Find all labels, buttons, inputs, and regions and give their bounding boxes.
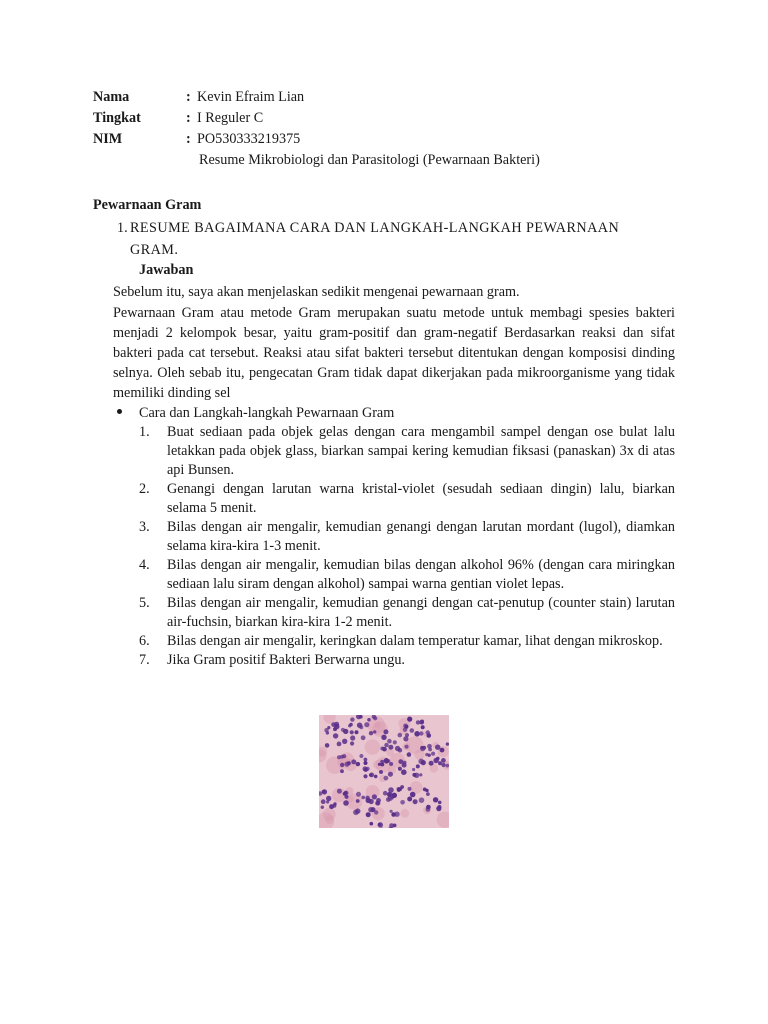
bacterium-cell bbox=[369, 773, 374, 778]
body-paragraph: Pewarnaan Gram atau metode Gram merupakan suatu metode untuk membagi spesies bakteri menjadi 2 kelompok besar, yaitu gram-positif dan gram-negatif Berdasarkan reaksi dan sifat bakteri pada cat tersebut. Reaksi atau sifat bakteri tersebut ditentukan dengan komposisi dinding selnya. Oleh sebab itu, pengecatan Gram tidak dapat dikerjakan pada mikroorganisme yang tidak memiliki dinding sel bbox=[113, 305, 675, 401]
bacterium-cell bbox=[416, 764, 420, 768]
step-text: Bilas dengan air mengalir, kemudian bilas dengan alkohol 96% (dengan cara miringkan sediaan lalu siram dengan alkohol) sampai warna gentian violet lepas. bbox=[167, 557, 675, 592]
step-number: 5. bbox=[139, 595, 150, 611]
question-line-2 bbox=[117, 239, 677, 261]
bacterium-cell bbox=[384, 743, 388, 747]
bacterium-cell bbox=[441, 763, 445, 767]
bacterium-cell bbox=[393, 740, 397, 744]
bacterium-cell bbox=[398, 748, 403, 753]
bacterium-cell bbox=[389, 762, 393, 766]
bacterium-cell bbox=[407, 717, 412, 722]
bacterium-cell bbox=[366, 812, 371, 817]
bacterium-cell bbox=[400, 800, 405, 805]
bacterium-cell bbox=[412, 768, 415, 771]
bacterium-cell bbox=[420, 746, 425, 751]
identity-label: NIM bbox=[93, 131, 123, 147]
bacterium-cell bbox=[427, 744, 432, 749]
bacterium-cell bbox=[373, 730, 376, 733]
identity-value: I Reguler C bbox=[197, 110, 264, 126]
bacterium-cell bbox=[374, 775, 378, 779]
step-text: Bilas dengan air mengalir, keringkan dalam temperatur kamar, lihat dengan mikroskop. bbox=[167, 633, 663, 649]
bacterium-cell bbox=[347, 761, 351, 765]
bacterium-cell bbox=[403, 728, 407, 732]
bullet-item bbox=[113, 403, 675, 424]
bacterium-cell bbox=[359, 725, 363, 729]
bacterium-cell bbox=[364, 758, 368, 762]
background-smudge bbox=[325, 815, 334, 824]
identity-row-level bbox=[93, 108, 693, 129]
identity-colon: : bbox=[186, 110, 191, 126]
bacterium-cell bbox=[427, 733, 432, 738]
bacterium-cell bbox=[421, 725, 425, 729]
step-text: Genangi dengan larutan warna kristal-violet (sesudah sediaan dingin) lalu, biarkan selama 5 menit. bbox=[167, 481, 675, 516]
background-smudge bbox=[406, 736, 423, 753]
bacterium-cell bbox=[342, 739, 347, 744]
background-smudge bbox=[372, 721, 388, 737]
step-number: 7. bbox=[139, 652, 150, 668]
step-number: 4. bbox=[139, 557, 150, 573]
identity-label: Tingkat bbox=[93, 110, 141, 126]
bacterium-cell bbox=[381, 735, 386, 740]
bacterium-cell bbox=[438, 801, 442, 805]
bacterium-cell bbox=[419, 797, 425, 803]
bacterium-cell bbox=[433, 797, 438, 802]
bacterium-cell bbox=[388, 772, 393, 777]
bacterium-cell bbox=[408, 787, 412, 791]
bacterium-cell bbox=[426, 792, 430, 796]
list-item bbox=[139, 518, 675, 556]
bacterium-cell bbox=[344, 791, 349, 796]
step-text: Jika Gram positif Bakteri Berwarna ungu. bbox=[167, 652, 405, 668]
bacterium-cell bbox=[379, 770, 383, 774]
bacterium-cell bbox=[421, 760, 426, 765]
bacterium-cell bbox=[340, 769, 344, 773]
question-number: 1. bbox=[117, 220, 128, 236]
bacterium-cell bbox=[366, 767, 370, 771]
document-title: Resume Mikrobiologi dan Parasitologi (Pewarnaan Bakteri) bbox=[199, 152, 540, 168]
bacterium-cell bbox=[403, 736, 408, 741]
bacterium-cell bbox=[446, 742, 449, 745]
bacterium-cell bbox=[351, 759, 356, 764]
bacterium-cell bbox=[343, 800, 349, 806]
bacterium-cell bbox=[398, 759, 403, 764]
bacterium-cell bbox=[414, 731, 420, 737]
list-item bbox=[139, 556, 675, 594]
identity-value: PO530333219375 bbox=[197, 131, 301, 147]
bacterium-cell bbox=[350, 717, 354, 721]
bacterium-cell bbox=[403, 761, 407, 765]
bacterium-cell bbox=[414, 773, 419, 778]
bacterium-cell bbox=[369, 731, 373, 735]
bullet-dot-icon bbox=[113, 403, 139, 424]
question-block bbox=[117, 217, 677, 261]
answer-label: Jawaban bbox=[139, 262, 194, 278]
bacterium-cell bbox=[334, 724, 339, 729]
bacterium-cell bbox=[364, 722, 369, 727]
identity-label: Nama bbox=[93, 89, 130, 105]
gram-positive-micrograph-icon bbox=[319, 715, 449, 828]
bacterium-cell bbox=[353, 810, 359, 816]
bacterium-cell bbox=[350, 730, 354, 734]
bacterium-cell bbox=[325, 743, 330, 748]
identity-value: Kevin Efraim Lian bbox=[197, 89, 305, 105]
bacterium-cell bbox=[337, 742, 342, 747]
bacterium-cell bbox=[356, 799, 360, 803]
bullet-text: Cara dan Langkah-langkah Pewarnaan Gram bbox=[139, 405, 395, 421]
bacterium-cell bbox=[426, 807, 431, 812]
identity-row-nim bbox=[93, 129, 693, 150]
bacterium-cell bbox=[327, 726, 330, 729]
bacterium-cell bbox=[387, 739, 392, 744]
bacterium-cell bbox=[367, 718, 371, 722]
bacterium-cell bbox=[361, 796, 365, 800]
question-text-line2: GRAM. bbox=[130, 242, 179, 258]
bacterium-cell bbox=[368, 807, 373, 812]
step-number: 6. bbox=[139, 633, 150, 649]
bacterium-cell bbox=[326, 796, 331, 801]
bacterium-cell bbox=[410, 792, 416, 798]
bacterium-cell bbox=[403, 724, 408, 729]
background-smudge bbox=[400, 809, 409, 818]
bacterium-cell bbox=[384, 776, 389, 781]
bacterium-cell bbox=[364, 761, 368, 765]
bacterium-cell bbox=[413, 799, 418, 804]
bacterium-cell bbox=[321, 799, 326, 804]
question-line-1 bbox=[117, 217, 677, 239]
bacterium-cell bbox=[440, 748, 445, 753]
list-item bbox=[139, 632, 675, 651]
bacterium-cell bbox=[388, 745, 393, 750]
bacterium-cell bbox=[438, 761, 442, 765]
bacterium-cell bbox=[401, 769, 407, 775]
bacterium-cell bbox=[366, 798, 371, 803]
bacterium-cell bbox=[436, 806, 441, 811]
bacterium-cell bbox=[398, 767, 402, 771]
bacterium-cell bbox=[359, 715, 363, 719]
bacterium-cell bbox=[342, 754, 346, 758]
bacterium-cell bbox=[383, 791, 388, 796]
identity-block bbox=[93, 87, 693, 150]
bacterium-cell bbox=[425, 753, 428, 756]
bacterium-cell bbox=[370, 822, 374, 826]
bacterium-cell bbox=[380, 760, 384, 764]
bacterium-cell bbox=[390, 810, 393, 813]
bacterium-cell bbox=[326, 800, 329, 803]
bacterium-cell bbox=[387, 759, 391, 763]
bacterium-cell bbox=[410, 728, 415, 733]
bacterium-cell bbox=[431, 752, 435, 756]
bacterium-cell bbox=[322, 790, 326, 794]
step-text: Bilas dengan air mengalir, kemudian genangi dengan larutan mordant (lugol), diamkan selama kira-kira 1-3 menit. bbox=[167, 519, 675, 554]
background-smudge bbox=[365, 739, 380, 754]
bacterium-cell bbox=[359, 754, 363, 758]
step-number: 1. bbox=[139, 424, 150, 440]
identity-colon: : bbox=[186, 131, 191, 147]
bacterium-cell bbox=[380, 747, 384, 751]
step-text: Buat sediaan pada objek gelas dengan cara mengambil sampel dengan ose bulat lalu letakkan pada objek glass, biarkan sampai kering kemudian fiksasi (panaskan) 3x di atas api Bunsen. bbox=[167, 424, 675, 478]
bacterium-cell bbox=[321, 806, 324, 809]
bacterium-cell bbox=[435, 745, 440, 750]
bacterium-cell bbox=[376, 801, 381, 806]
bacterium-cell bbox=[340, 763, 344, 767]
list-item bbox=[139, 423, 675, 480]
identity-colon: : bbox=[186, 89, 191, 105]
bacterium-cell bbox=[356, 792, 361, 797]
bacterium-cell bbox=[341, 728, 345, 732]
bacterium-cell bbox=[433, 758, 438, 763]
question-text-line1: RESUME BAGAIMANA CARA DAN LANGKAH-LANGKAH PEWARNAAN bbox=[130, 220, 620, 236]
bacterium-cell bbox=[383, 729, 388, 734]
bacterium-cell bbox=[333, 733, 338, 738]
bacterium-cell bbox=[349, 723, 353, 727]
bacterium-cell bbox=[407, 797, 412, 802]
bacterium-cell bbox=[337, 789, 342, 794]
bacterium-cell bbox=[326, 731, 329, 734]
list-item bbox=[139, 651, 675, 670]
bacterium-cell bbox=[350, 735, 355, 740]
bacterium-cell bbox=[356, 762, 360, 766]
list-item bbox=[139, 480, 675, 518]
bacterium-cell bbox=[419, 773, 422, 776]
bacterium-cell bbox=[404, 745, 408, 749]
step-number: 2. bbox=[139, 481, 150, 497]
section-heading: Pewarnaan Gram bbox=[93, 197, 202, 213]
bacterium-cell bbox=[337, 755, 341, 759]
steps-list bbox=[139, 423, 675, 670]
bacterium-cell bbox=[361, 735, 366, 740]
list-item bbox=[139, 594, 675, 632]
bacterium-cell bbox=[423, 788, 427, 792]
bacterium-cell bbox=[388, 796, 393, 801]
bacterium-cell bbox=[372, 794, 377, 799]
bacterium-cell bbox=[388, 787, 394, 793]
bacterium-cell bbox=[391, 812, 396, 817]
background-smudge bbox=[410, 781, 423, 794]
bacterium-cell bbox=[393, 824, 397, 828]
bacterium-cell bbox=[441, 758, 446, 763]
step-text: Bilas dengan air mengalir, kemudian genangi dengan cat-penutup (counter stain) larutan air-fuchsin, biarkan kira-kira 1-2 menit. bbox=[167, 595, 675, 630]
bacterium-cell bbox=[374, 810, 378, 814]
micrograph-image bbox=[319, 715, 449, 828]
bacterium-cell bbox=[329, 804, 334, 809]
bacterium-cell bbox=[407, 752, 412, 757]
intro-paragraph: Sebelum itu, saya akan menjelaskan sedikit mengenai pewarnaan gram. bbox=[113, 284, 520, 300]
bacterium-cell bbox=[350, 741, 354, 745]
bacterium-cell bbox=[400, 785, 404, 789]
bacterium-cell bbox=[355, 730, 359, 734]
bacterium-cell bbox=[398, 733, 403, 738]
identity-row-name bbox=[93, 87, 693, 108]
bacterium-cell bbox=[419, 720, 424, 725]
bacterium-cell bbox=[429, 761, 434, 766]
bacterium-cell bbox=[363, 774, 367, 778]
step-number: 3. bbox=[139, 519, 150, 535]
bacterium-cell bbox=[378, 822, 383, 827]
